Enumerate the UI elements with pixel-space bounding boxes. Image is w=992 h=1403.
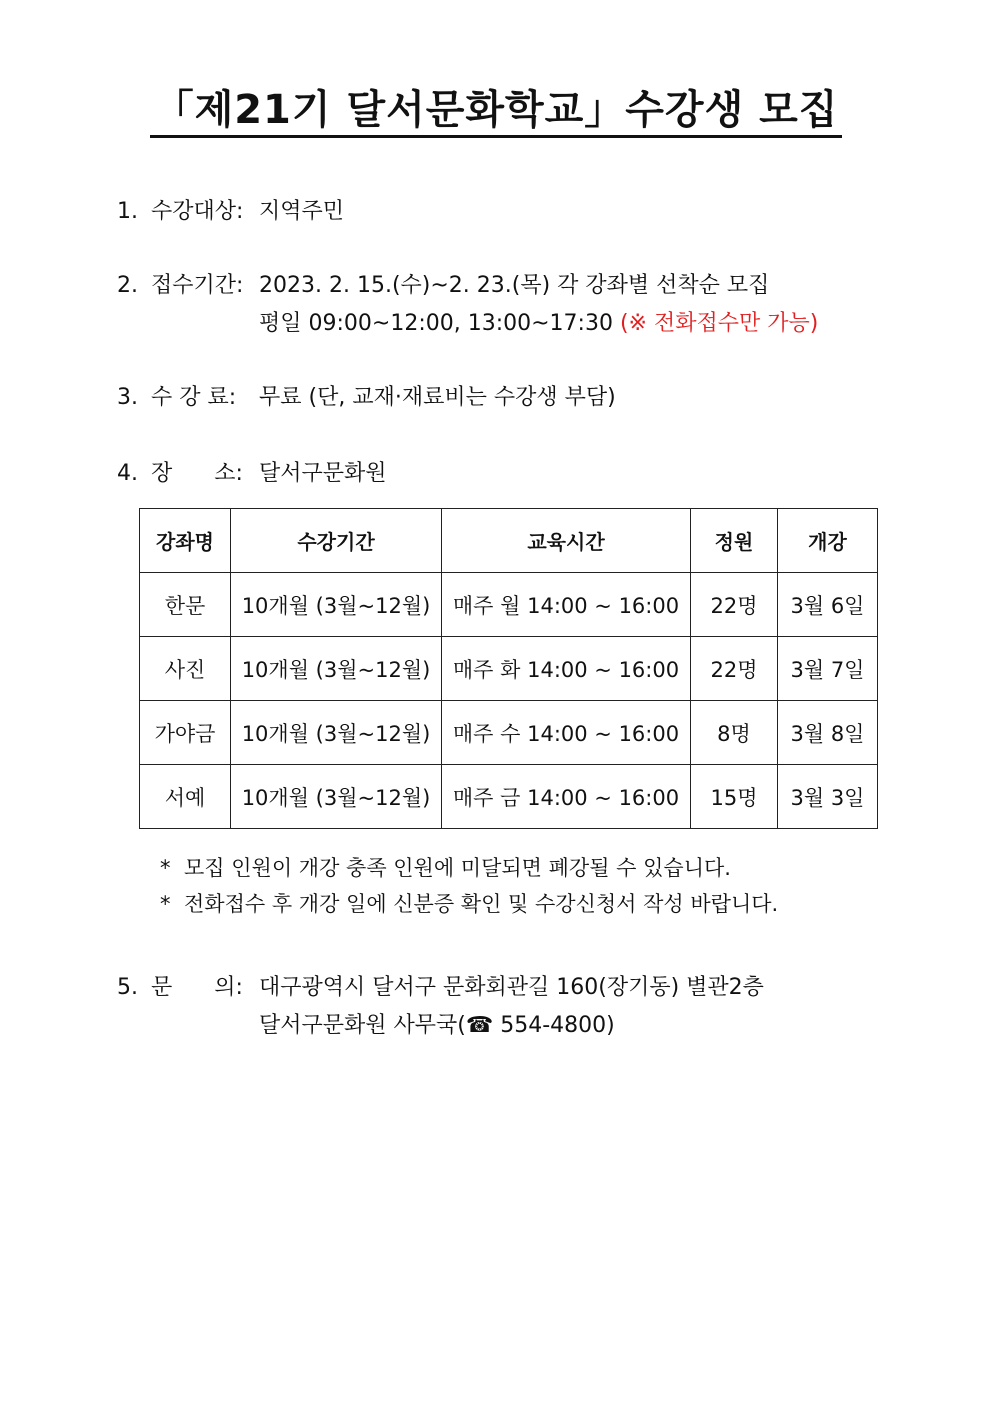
course-capacity: 22명 — [691, 637, 778, 701]
note-id-check: * 전화접수 후 개강 일에 신분증 확인 및 수강신청서 작성 바랍니다. — [160, 892, 779, 916]
header-time: 교육시간 — [442, 509, 691, 573]
course-time: 매주 금 14:00 ~ 16:00 — [442, 765, 691, 829]
course-period: 10개월 (3월~12월) — [231, 701, 442, 765]
course-capacity: 15명 — [691, 765, 778, 829]
contact-line: 5. 문 의: 대구광역시 달서구 문화회관길 160(장기동) 별관2층 — [117, 975, 764, 1000]
header-start: 개강 — [778, 509, 878, 573]
note-marker: * — [160, 892, 171, 916]
course-period: 10개월 (3월~12월) — [231, 573, 442, 637]
table-row — [140, 765, 878, 829]
fee-line: 3. 수 강 료: 무료 (단, 교재·재료비는 수강생 부담) — [117, 385, 616, 410]
course-start: 3월 6일 — [778, 573, 878, 637]
course-name: 사진 — [140, 637, 231, 701]
course-time: 매주 월 14:00 ~ 16:00 — [442, 573, 691, 637]
target-line: 1. 수강대상: 지역주민 — [117, 199, 345, 224]
course-time: 매주 화 14:00 ~ 16:00 — [442, 637, 691, 701]
period-line: 2. 접수기간: 2023. 2. 15.(수)~2. 23.(목) 각 강좌별 선착순 모집 — [117, 273, 770, 298]
course-start: 3월 8일 — [778, 701, 878, 765]
table-row — [140, 573, 878, 637]
table-row — [140, 637, 878, 701]
course-table — [139, 508, 878, 829]
course-name: 한문 — [140, 573, 231, 637]
course-name: 서예 — [140, 765, 231, 829]
course-name: 가야금 — [140, 701, 231, 765]
table-row — [140, 701, 878, 765]
note-cancel: * 모집 인원이 개강 충족 인원에 미달되면 폐강될 수 있습니다. — [160, 856, 731, 880]
note-marker: * — [160, 856, 171, 880]
course-period: 10개월 (3월~12월) — [231, 637, 442, 701]
period-hours-line: 평일 09:00~12:00, 13:00~17:30 (※ 전화접수만 가능) — [259, 311, 819, 336]
header-capacity: 정원 — [691, 509, 778, 573]
place-line: 4. 장 소: 달서구문화원 — [117, 461, 387, 486]
course-start: 3월 7일 — [778, 637, 878, 701]
table-header-row — [140, 509, 878, 573]
header-period: 수강기간 — [231, 509, 442, 573]
header-course: 강좌명 — [140, 509, 231, 573]
course-period: 10개월 (3월~12월) — [231, 765, 442, 829]
phone-only-note: (※ 전화접수만 가능) — [619, 311, 819, 336]
course-start: 3월 3일 — [778, 765, 878, 829]
page-title: 「제21기 달서문화학교」수강생 모집 — [0, 78, 992, 135]
course-capacity: 8명 — [691, 701, 778, 765]
course-capacity: 22명 — [691, 573, 778, 637]
course-time: 매주 수 14:00 ~ 16:00 — [442, 701, 691, 765]
contact-office-line: 달서구문화원 사무국(☎ 554-4800) — [259, 1013, 615, 1038]
